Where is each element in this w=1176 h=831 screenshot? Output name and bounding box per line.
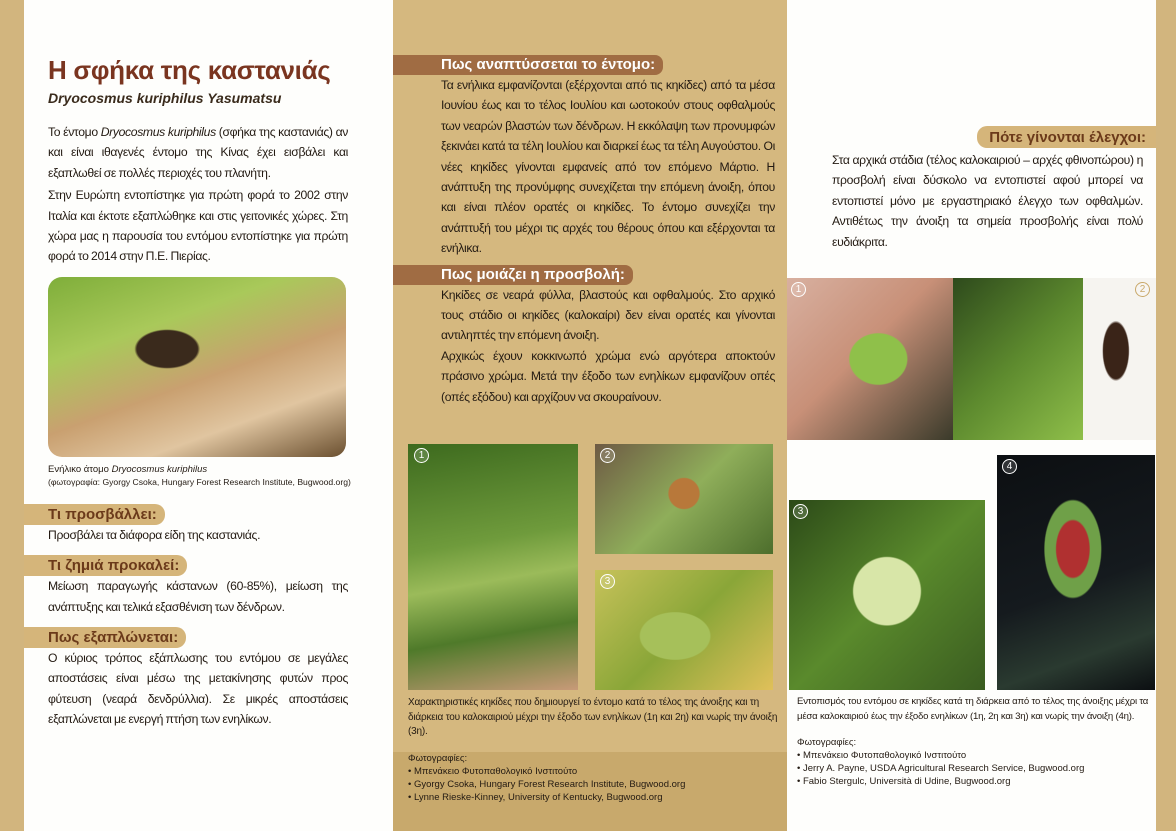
photo-number-badge: 2 bbox=[1135, 282, 1150, 297]
section-text-appearance-2: Αρχικώς έχουν κοκκινωπό χρώμα ενώ αργότερα αποκτούν πράσινο χρώμα. Μετά την έξοδο των ενηλίκων εμφανίζουν οπές (οπές εξόδου) και αρχίζουν να σκουραίνουν. bbox=[441, 348, 775, 404]
section-text-targets: Προσβάλει τα διάφορα είδη της καστανιάς. bbox=[48, 527, 261, 542]
credit-item: • Gyorgy Csoka, Hungary Forest Research Institute, Bugwood.org bbox=[408, 778, 686, 790]
left-column bbox=[24, 54, 364, 730]
photo-number-badge: 3 bbox=[793, 504, 808, 519]
middle-credits bbox=[408, 752, 780, 804]
gall-photo-1 bbox=[408, 444, 578, 690]
section-heading-spread: Πως εξαπλώνεται: bbox=[24, 627, 186, 648]
photo-number-badge: 2 bbox=[600, 448, 615, 463]
credit-item: • Jerry A. Payne, USDA Agricultural Research Service, Bugwood.org bbox=[797, 763, 1085, 774]
intro-text-2: Στην Ευρώπη εντοπίστηκε για πρώτη φορά το 2002 στην Ιταλία και έκτοτε εξαπλώθηκε και στις γειτονικές χώρες. Στη χώρα μας η παρουσία του εντόμου εντοπίστηκε για πρώτη φορά το 2014 στην Π.Ε. Πιερίας. bbox=[48, 188, 348, 264]
intro-text bbox=[48, 122, 348, 183]
credits-title: Φωτογραφίες: bbox=[797, 737, 857, 748]
gall-photo-3 bbox=[595, 570, 773, 690]
section-heading-targets: Τι προσβάλλει: bbox=[24, 504, 165, 525]
photo-number-badge: 1 bbox=[414, 448, 429, 463]
right-text-column bbox=[787, 126, 1156, 252]
credit-item: • Lynne Rieske-Kinney, University of Kentucky, Bugwood.org bbox=[408, 791, 663, 803]
inspection-photo-3 bbox=[789, 500, 985, 690]
section-text-damage: Μείωση παραγωγής κάστανων (60-85%), μείωση της ανάπτυξης και τελικά εξασθένιση των δένδρων. bbox=[48, 579, 348, 614]
inspection-photo-4 bbox=[997, 455, 1155, 690]
right-caption-column bbox=[797, 695, 1153, 788]
photo-credit: (φωτογραφία: Gyorgy Csoka, Hungary Forest Research Institute, Bugwood.org) bbox=[48, 476, 351, 487]
photo-number-badge: 1 bbox=[791, 282, 806, 297]
credit-item: • Μπενάκειο Φυτοπαθολογικό Ινστιτούτο bbox=[408, 765, 578, 777]
right-credits bbox=[797, 736, 1153, 788]
gall-photo-2 bbox=[595, 444, 773, 554]
section-text-inspection: Στα αρχικά στάδια (τέλος καλοκαιριού – αρχές φθινοπώρου) η προσβολή είναι δύσκολο να εντοπιστεί αφού μπορεί να εντοπιστεί μόνο με εργαστηριακό έλεγχο των οφθαλμών. Αντιθέτως την άνοιξη τα σημεία προσβολής είναι πολύ ευδιάκριτα. bbox=[832, 153, 1143, 249]
middle-caption-column bbox=[408, 696, 780, 804]
inspection-photo-2a bbox=[953, 278, 1083, 440]
section-heading-damage: Τι ζημιά προκαλεί: bbox=[24, 555, 187, 576]
section-heading-development: Πως αναπτύσσεται το έντομο: bbox=[393, 55, 663, 75]
photo-number-badge: 3 bbox=[600, 574, 615, 589]
credits-title: Φωτογραφίες: bbox=[408, 752, 468, 764]
photo-caption-part: Ενήλικο άτομο bbox=[48, 463, 112, 475]
middle-photo-caption: Χαρακτηριστικές κηκίδες που δημιουργεί το έντομο κατά το τέλος της άνοιξης και τη διάρκεια του καλοκαιριού μέχρι την έξοδο των ενηλίκων (1η και 2η) και νωρίς την άνοιξη (3η). bbox=[408, 697, 778, 737]
right-photo-caption: Εντοπισμός του εντόμου σε κηκίδες κατά τη διάρκεια από το τέλος της άνοιξης μέχρι τα μέσα καλοκαιριού έως την έξοδο ενηλίκων (1η, 2η και 3η) και νωρίς την άνοιξη (4η). bbox=[797, 696, 1149, 722]
section-heading-inspection: Πότε γίνονται έλεγχοι: bbox=[977, 126, 1156, 148]
credit-item: • Fabio Stergulc, Università di Udine, Bugwood.org bbox=[797, 776, 1011, 787]
page-title: Η σφήκα της καστανιάς bbox=[48, 55, 331, 85]
inspection-photo-2b bbox=[1083, 278, 1156, 440]
scientific-name: Dryocosmus kuriphilus Yasumatsu bbox=[48, 90, 282, 106]
credit-item: • Μπενάκειο Φυτοπαθολογικό Ινστιτούτο bbox=[797, 750, 967, 761]
middle-text-column bbox=[393, 55, 787, 407]
inspection-photo-1 bbox=[787, 278, 953, 440]
section-text-spread: Ο κύριος τρόπος εξάπλωσης του εντόμου σε μεγάλες αποστάσεις είναι μέσω της μετακίνησης φυτών προς φύτευση (νεαρά δενδρύλλια). Σε μικρές αποστάσεις εξαπλώνεται με ενεργή πτήση των ενηλίκων. bbox=[48, 651, 348, 727]
adult-insect-photo bbox=[48, 277, 346, 457]
photo-caption-species: Dryocosmus kuriphilus bbox=[111, 463, 208, 475]
intro-text-species: Dryocosmus kuriphilus bbox=[100, 125, 216, 139]
photo-caption bbox=[48, 463, 364, 476]
section-text-appearance: Κηκίδες σε νεαρά φύλλα, βλαστούς και οφθαλμούς. Στο αρχικό τους στάδιο οι κηκίδες (καλοκαίρι) δεν είναι ορατές και γίνονται αντιληπτές την επόμενη άνοιξη. bbox=[441, 287, 775, 343]
photo-number-badge: 4 bbox=[1002, 459, 1017, 474]
intro-text-part: (σφήκα της καστανιάς) αν και είναι ιθαγενές έντομο της Κίνας έχει εισβάλει και εξαπλωθεί σε πολλές περιοχές του πλανήτη. bbox=[48, 125, 349, 180]
section-text-development: Τα ενήλικα εμφανίζονται (εξέρχονται από τις κηκίδες) από τα μέσα Ιουνίου έως και το τέλος Ιουλίου και ωοτοκούν στους οφθαλμούς των νεαρών βλαστών των δένδρων. Η εκκόλαψη των προνυμφών ξεκινάει κατά τα τέλη Ιουλίου και διαρκεί έως τα τέλη Αυγούστου. Οι νέες κηκίδες γίνονται εμφανείς από τον επόμενο Μάρτιο. Η ανάπτυξη της προνύμφης συνεχίζεται την επόμενη άνοιξη, όπου και είναι πλέον ορατές οι κηκίδες. Το έντομο συνεχίζει την ανάπτυξή του μέχρι τις αρχές του θέρους όπου και εξέρχονται τα ενήλικα. bbox=[441, 78, 775, 256]
section-heading-appearance: Πως μοιάζει η προσβολή: bbox=[393, 265, 633, 285]
intro-text-part: Το έντομο bbox=[48, 125, 101, 139]
